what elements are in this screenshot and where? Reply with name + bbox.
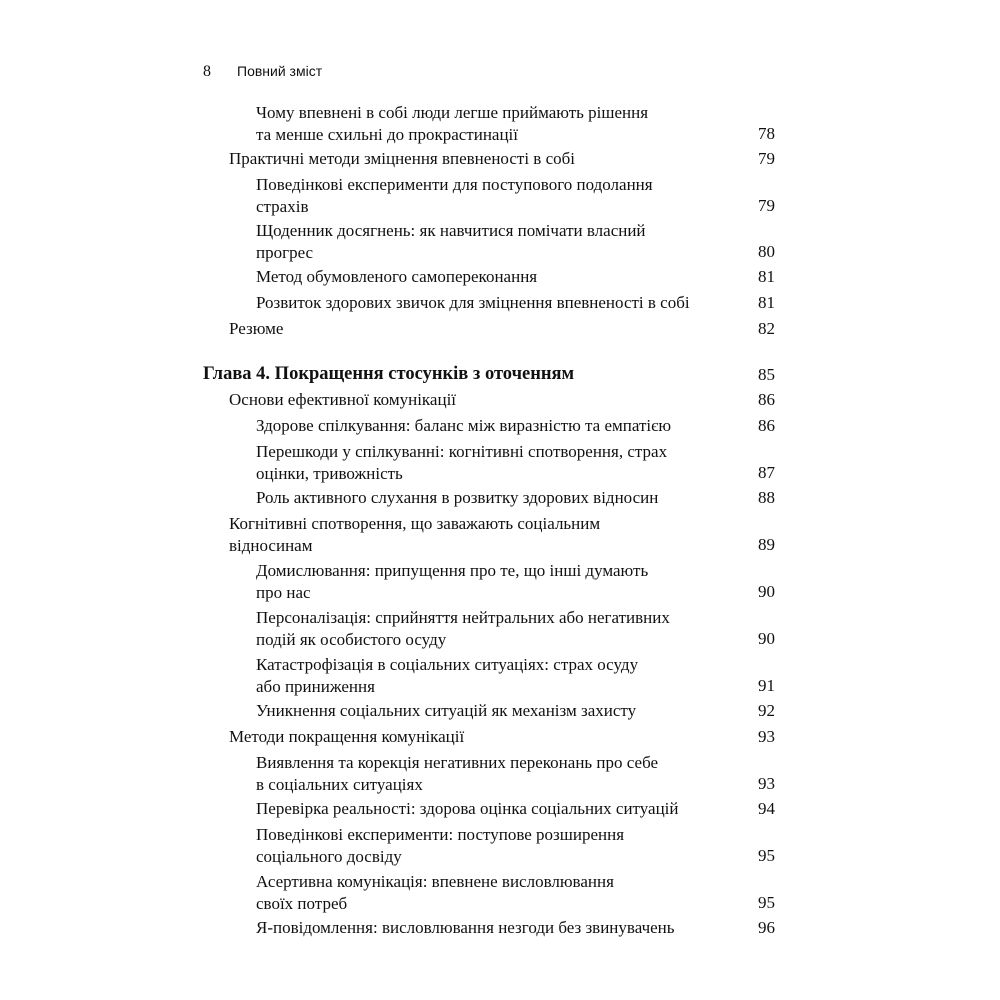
toc-entry-title: Розвиток здорових звичок для зміцнення впевненості в собі: [256, 293, 690, 312]
toc-entry-page: 95: [758, 893, 775, 912]
toc-entry-title: Поведінкові експерименти: поступове розширення соціального досвіду: [256, 825, 625, 866]
toc-entry-title: Персоналізація: сприйняття нейтральних або негативних подій як особистого осуду: [256, 608, 670, 649]
toc-entry-title: Щоденник досягнень: як навчитися помічати власний прогрес: [256, 221, 646, 262]
toc-entry-page: 81: [758, 293, 775, 312]
toc-entry-page: 91: [758, 676, 775, 695]
toc-entry-title: Перешкоди у спілкуванні: когнітивні спотворення, страх оцінки, тривожність: [256, 442, 668, 483]
toc-entry-page: 81: [758, 267, 775, 286]
toc-entry-page: 94: [758, 799, 775, 818]
toc-entry-title: Перевірка реальності: здорова оцінка соціальних ситуацій: [256, 799, 679, 818]
toc-entry-title: Здорове спілкування: баланс між виразністю та емпатією: [256, 416, 672, 435]
toc-entry-page: 79: [758, 196, 775, 215]
toc-entry-title: Чому впевнені в собі люди легше приймають рішення та менше схильні до прокрастинації: [256, 103, 649, 144]
toc-entry-page: 79: [758, 149, 775, 168]
toc-entry-title: Когнітивні спотворення, що заважають соціальним відносинам: [229, 514, 601, 555]
toc-entry-title: Я-повідомлення: висловлювання незгоди без звинувачень: [256, 918, 675, 937]
toc-entry-title: Уникнення соціальних ситуацій як механізм захисту: [256, 701, 637, 720]
toc-entry-title: Катастрофізація в соціальних ситуаціях: страх осуду або приниження: [256, 655, 639, 696]
toc-entry-title: Асертивна комунікація: впевнене висловлювання своїх потреб: [256, 872, 614, 913]
toc-entry-page: 87: [758, 463, 775, 482]
toc-entry-page: 95: [758, 846, 775, 865]
toc-entry-page: 80: [758, 242, 775, 261]
toc-entry-title: Практичні методи зміцнення впевненості в собі: [229, 149, 575, 168]
toc-entry-title: Основи ефективної комунікації: [229, 390, 457, 409]
toc-entry-page: 78: [758, 124, 775, 143]
toc-entry-page: 82: [758, 319, 775, 338]
page-number: 8: [203, 63, 211, 80]
toc-entry-page: 90: [758, 582, 775, 601]
toc-entry-title: Методи покращення комунікації: [229, 727, 465, 746]
chapter-title: Глава 4. Покращення стосунків з оточенням: [203, 364, 575, 384]
toc-entry-page: 85: [758, 365, 775, 384]
toc-entry-page: 88: [758, 488, 775, 507]
toc-entry-title: Метод обумовленого самопереконання: [256, 267, 538, 286]
toc-entry-title: Резюме: [229, 319, 284, 338]
toc-entry-title: Роль активного слухання в розвитку здорових відносин: [256, 488, 659, 507]
toc-entry-title: Виявлення та корекція негативних переконань про себе в соціальних ситуаціях: [256, 753, 659, 794]
toc-entry-page: 92: [758, 701, 775, 720]
running-head: Повний зміст: [237, 63, 323, 79]
toc-entry-page: 96: [758, 918, 775, 937]
toc-entry-page: 93: [758, 774, 775, 793]
toc-entry-page: 93: [758, 727, 775, 746]
toc-entry-title: Поведінкові експерименти для поступового подолання страхів: [256, 175, 653, 216]
toc-entry-page: 86: [758, 390, 775, 409]
toc-entry-page: 90: [758, 629, 775, 648]
toc-entry-title: Домислювання: припущення про те, що інші думають про нас: [256, 561, 649, 602]
toc-entry-page: 86: [758, 416, 775, 435]
toc-entry-page: 89: [758, 535, 775, 554]
